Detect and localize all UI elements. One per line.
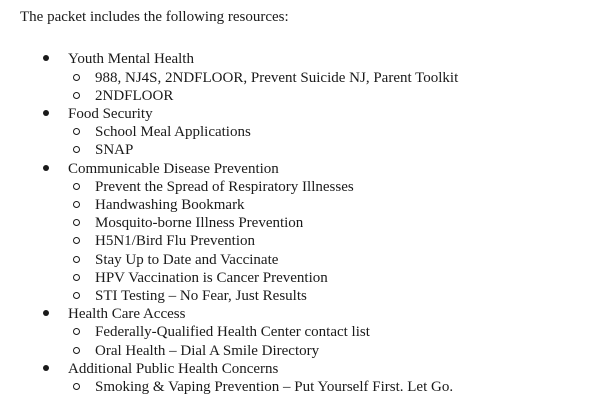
circle-bullet-icon	[73, 74, 80, 81]
list-item	[20, 123, 605, 141]
list-item	[20, 196, 605, 214]
list-item-text: 988, NJ4S, 2NDFLOOR, Prevent Suicide NJ, Parent Toolkit	[95, 69, 459, 86]
circle-bullet-icon	[73, 146, 80, 153]
document	[20, 8, 605, 396]
list-item-text: 2NDFLOOR	[95, 87, 174, 104]
circle-bullet-icon	[73, 347, 80, 354]
bullet-icon	[43, 365, 49, 371]
list-item	[20, 251, 605, 269]
list-item-text: H5N1/Bird Flu Prevention	[95, 233, 255, 250]
circle-bullet-icon	[73, 92, 80, 99]
intro-paragraph: The packet includes the following resources:	[20, 9, 289, 25]
section-title: Food Security	[68, 105, 153, 122]
sub-list	[20, 178, 605, 305]
list-item	[20, 323, 605, 341]
section-3	[20, 305, 605, 360]
bullet-icon	[43, 310, 49, 316]
section-2	[20, 160, 605, 305]
circle-bullet-icon	[73, 219, 80, 226]
sub-list	[20, 123, 605, 159]
bullet-icon	[43, 55, 49, 61]
circle-bullet-icon	[73, 201, 80, 208]
section-title: Health Care Access	[68, 305, 186, 322]
circle-bullet-icon	[73, 383, 80, 390]
section-title: Additional Public Health Concerns	[68, 360, 279, 377]
circle-bullet-icon	[73, 292, 80, 299]
list-item-text: SNAP	[95, 142, 134, 159]
circle-bullet-icon	[73, 183, 80, 190]
section-title: Youth Mental Health	[68, 51, 194, 67]
list-item-text: School Meal Applications	[95, 124, 251, 141]
circle-bullet-icon	[73, 237, 80, 244]
list-item	[20, 214, 605, 232]
resource-list	[20, 50, 605, 396]
section-0	[20, 50, 605, 105]
list-item-text: STI Testing – No Fear, Just Results	[95, 287, 307, 304]
section-heading	[20, 305, 605, 324]
circle-bullet-icon	[73, 256, 80, 263]
list-item	[20, 87, 605, 105]
section-1	[20, 105, 605, 160]
section-heading	[20, 105, 605, 124]
list-item-text: Stay Up to Date and Vaccinate	[95, 251, 279, 268]
list-item	[20, 141, 605, 159]
spacer	[20, 26, 605, 50]
list-item	[20, 69, 605, 87]
sub-list	[20, 69, 605, 105]
list-item-text: Prevent the Spread of Respiratory Illnesses	[95, 179, 354, 196]
list-item-text: Oral Health – Dial A Smile Directory	[95, 342, 320, 359]
bullet-icon	[43, 110, 49, 116]
list-item	[20, 287, 605, 305]
list-item-text: Handwashing Bookmark	[95, 197, 245, 214]
section-heading	[20, 50, 605, 69]
list-item	[20, 269, 605, 287]
list-item-text: Mosquito-borne Illness Prevention	[95, 215, 304, 232]
list-item	[20, 378, 605, 396]
sub-list	[20, 378, 605, 396]
list-item-text: Smoking & Vaping Prevention – Put Yourself First. Let Go.	[95, 379, 454, 396]
section-title: Communicable Disease Prevention	[68, 160, 279, 177]
section-heading	[20, 360, 605, 379]
bullet-icon	[43, 165, 49, 171]
section-4	[20, 360, 605, 397]
list-item-text: HPV Vaccination is Cancer Prevention	[95, 269, 328, 286]
list-item	[20, 232, 605, 250]
sub-list	[20, 323, 605, 359]
list-item	[20, 178, 605, 196]
section-heading	[20, 160, 605, 179]
circle-bullet-icon	[73, 274, 80, 281]
list-item	[20, 342, 605, 360]
circle-bullet-icon	[73, 328, 80, 335]
circle-bullet-icon	[73, 128, 80, 135]
list-item-text: Federally-Qualified Health Center contact list	[95, 324, 370, 341]
